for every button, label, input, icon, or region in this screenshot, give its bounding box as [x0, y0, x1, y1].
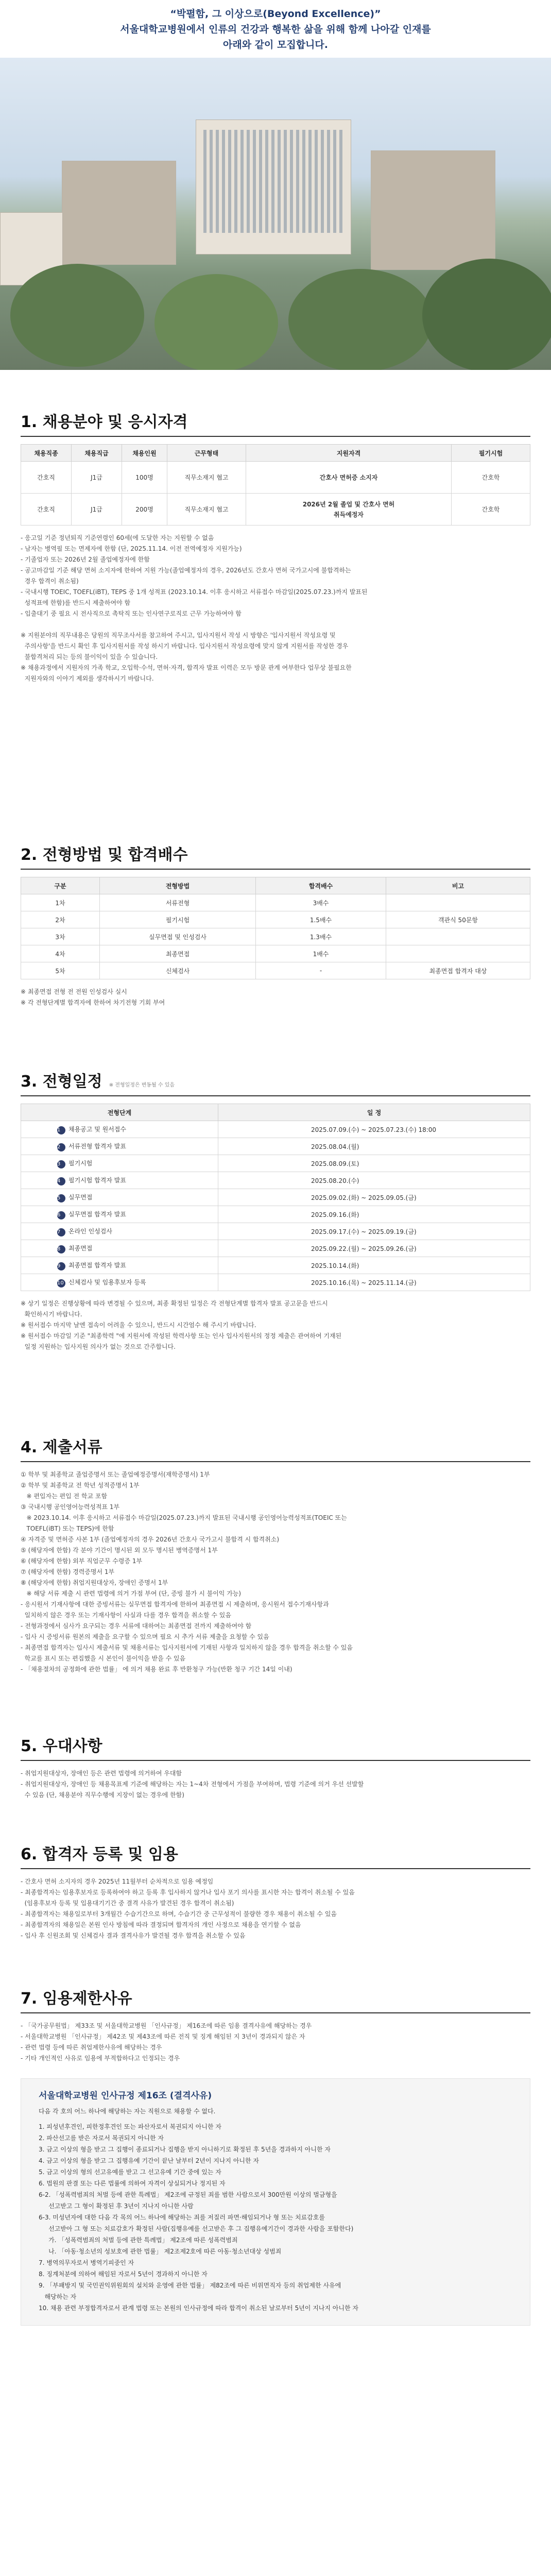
section-title: 7. 임용제한사유	[21, 1990, 132, 2008]
disqualification-item: 6-2. 「성폭력범죄의 처벌 등에 관한 특례법」 제2조에 규정된 죄를 범한 사람으로서 300만원 이상의 벌금형을	[39, 2191, 337, 2198]
note-line: ⑦ (해당자에 한함) 경력증명서 1부	[21, 1568, 115, 1575]
note-line: - 최종합격자의 채용일은 본원 인사 방침에 따라 결정되며 합격자의 개인 사정으로 채용을 연기할 수 없음	[21, 1921, 301, 1928]
col-header: 비고	[386, 877, 530, 894]
table-row	[21, 1121, 530, 1138]
step-number: 10	[57, 1279, 65, 1287]
col-header: 합격배수	[256, 877, 386, 894]
date-cell: 2025.08.04.(월)	[218, 1138, 530, 1155]
schedule-table	[21, 1104, 530, 1291]
note-line: 확인하시기 바랍니다.	[21, 1311, 82, 1318]
note-line: - 최종합격자는 채용일로부터 3개월간 수습기간으로 하며, 수습기간 중 근무성적이 불량한 경우 채용이 취소될 수 있음	[21, 1910, 337, 1918]
note-line: - 「국가공무원법」 제33조 및 서울대학교병원 「인사규정」 제16조에 따른 임용 결격사유에 해당하는 경우	[21, 2022, 312, 2029]
cell: 간호직	[21, 462, 72, 494]
stage-label: 필기시험 합격자 발표	[68, 1176, 126, 1184]
note-line: ⑥ (해당자에 한함) 외부 직업군무 수령증 1부	[21, 1557, 143, 1565]
table-row	[21, 1274, 530, 1291]
note-line: 경우 합격이 취소됨)	[21, 578, 79, 585]
cell: 간호학	[452, 462, 530, 494]
cell: 최종면접 합격자 대상	[386, 962, 530, 979]
trees-center	[154, 274, 278, 370]
stage-label: 채용공고 및 원서접수	[68, 1125, 126, 1133]
note-line: - 「채용절차의 공정화에 관한 법률」 에 의거 채용 완료 후 반환청구 가능(반환 청구 기간 14일 이내)	[21, 1666, 292, 1673]
cell: 200명	[122, 494, 167, 526]
note-line: ⑧ (해당자에 한함) 취업지원대상자, 장애인 증명서 1부	[21, 1579, 168, 1586]
disqualification-item: 9. 「부패방지 및 국민권익위원회의 설치와 운영에 관한 법률」 제82조에 따른 비위면직자 등의 취업제한 사유에	[39, 2282, 341, 2289]
note-line: - 간호사 면허 소지자의 경우 2025년 11월부터 순차적으로 임용 예정임	[21, 1878, 214, 1885]
section-rule	[21, 2012, 530, 2013]
selection-table	[21, 877, 530, 979]
cell: 최종면접	[100, 945, 256, 962]
hero-intro-2: 아래와 같이 모집합니다.	[223, 39, 328, 50]
disqualification-item: 가. 「성폭력범죄의 처벌 등에 관한 특례법」 제2조에 따른 성폭력범죄	[39, 2236, 238, 2244]
section-title: 5. 우대사항	[21, 1737, 102, 1755]
section-restrictions	[21, 1989, 530, 2326]
cell	[386, 894, 530, 911]
note-line: ※ 해당 서류 제출 시 관련 법령에 의거 가점 부여 (단, 증빙 불가 시 불이익 가능)	[21, 1590, 242, 1597]
note-line: - 취업지원대상자, 장애인 등은 관련 법령에 의거하여 우대함	[21, 1770, 182, 1777]
stage-label: 서류전형 합격자 발표	[68, 1142, 126, 1150]
date-cell: 2025.09.16.(화)	[218, 1206, 530, 1223]
stage-cell	[21, 1206, 218, 1223]
date-cell: 2025.10.14.(화)	[218, 1257, 530, 1274]
col-header: 필기시험	[452, 445, 530, 462]
table-row	[21, 962, 530, 979]
disqualification-box	[21, 2078, 530, 2326]
note-line: 학교를 표시 또는 편집했을 시 본인이 불이익을 받을 수 있음	[21, 1655, 186, 1662]
cell: 5차	[21, 962, 100, 979]
col-header: 전형단계	[21, 1104, 218, 1121]
disqualification-item: 선고받고 그 형이 확정된 후 3년이 지나지 아니한 사람	[39, 2202, 194, 2210]
eligibility-notes	[21, 533, 530, 684]
note-line: (임용후보자 등록 및 입용대기기간 중 결격 사유가 발견된 경우 합격이 취소됨)	[21, 1900, 234, 1907]
step-number: 7	[57, 1228, 65, 1236]
note-line: ※ 원서접수 마지막 날엔 접속이 어려울 수 있으니, 반드시 시간엄수 해 주시기 바랍니다.	[21, 1321, 256, 1329]
table-header-row	[21, 877, 530, 894]
cell	[386, 928, 530, 945]
cell: 간호학	[452, 494, 530, 526]
note-line: - 국내시행 TOEIC, TOEFL(iBT), TEPS 중 1개 성적표 (2023.10.14. 이후 응시하고 서류접수 마감일(2025.07.23.)까지 발표된	[21, 588, 368, 596]
section-rule	[21, 436, 530, 437]
table-row	[21, 1257, 530, 1274]
stage-cell	[21, 1172, 218, 1189]
section-selection	[21, 845, 530, 1008]
disqualification-item: 8. 징계처분에 의하여 해임된 자로서 5년이 경과하지 아니한 자	[39, 2270, 208, 2278]
table-header-row	[21, 1104, 530, 1121]
section-schedule	[21, 1072, 530, 1352]
stage-cell	[21, 1155, 218, 1172]
step-number: 9	[57, 1262, 65, 1270]
section-documents	[21, 1437, 530, 1675]
note-line: - 응시원서 기재사항에 대한 증빙서류는 실무면접 합격자에 한하여 최종면접 시 제출하며, 응시원서 접수기재사항과	[21, 1601, 329, 1608]
col-header: 채용직급	[72, 445, 122, 462]
stage-label: 온라인 인성검사	[68, 1227, 112, 1235]
note-line: - 응고일 기준 정년퇴직 기준연령인 60세(에 도달한 자는 지원할 수 없음	[21, 534, 214, 541]
section-registration	[21, 1844, 530, 1941]
stage-label: 최종면접	[68, 1244, 93, 1252]
note-line: ⑤ (해당자에 한함) 각 분야 기간이 명시된 외 모두 명시된 병역증명서 1부	[21, 1547, 218, 1554]
table-row	[21, 911, 530, 928]
table-row	[21, 494, 530, 526]
table-row	[21, 1138, 530, 1155]
section-rule	[21, 1095, 530, 1096]
cell: 1차	[21, 894, 100, 911]
step-number: 5	[57, 1194, 65, 1202]
note-line: - 전형과정에서 심사가 요구되는 경우 서류에 대하여는 최종면접 전까지 제출하여야 함	[21, 1622, 252, 1630]
cell: J1급	[72, 462, 122, 494]
section-title: 1. 채용분야 및 응시자격	[21, 413, 188, 431]
step-number: 6	[57, 1211, 65, 1219]
table-row	[21, 1172, 530, 1189]
registration-notes	[21, 1876, 530, 1941]
stage-cell	[21, 1189, 218, 1206]
disqualification-item: 6-3. 미성년자에 대한 다음 각 목의 어느 하나에 해당하는 죄를 저질러 파면·해임되거나 형 또는 치료감호를	[39, 2214, 325, 2221]
note-line: ④ 자격증 및 면허증 사본 1부 (졸업예정자의 경우 2026년 간호사 국가고시 불합격 시 합격취소)	[21, 1536, 280, 1543]
box-items	[39, 2121, 512, 2314]
col-header: 근무형태	[167, 445, 246, 462]
note-line: 수 있음 (단, 채용분야 직무수행에 지장이 없는 경우에 한함)	[21, 1791, 184, 1799]
stage-cell	[21, 1240, 218, 1257]
note-line: - 최종면접 합격자는 입사시 제출서류 및 채용서류는 입사지원서에 기재된 사항과 일치하지 않을 경우 합격을 취소할 수 있음	[21, 1644, 353, 1651]
cell: 간호사 면허증 소지자	[246, 462, 452, 494]
section-rule	[21, 869, 530, 870]
cell: 간호직	[21, 494, 72, 526]
documents-notes	[21, 1469, 530, 1675]
cell: 직무소재지 협고	[167, 462, 246, 494]
east-building	[371, 150, 495, 270]
date-cell: 2025.08.09.(토)	[218, 1155, 530, 1172]
note-line: - 최종합격자는 임용후보자로 등록하여야 하고 등록 후 입사하지 않거나 입사 포기 의사를 표시한 자는 합격이 취소될 수 있음	[21, 1889, 355, 1896]
section-title: 6. 합격자 등록 및 임용	[21, 1845, 178, 1863]
disqualification-item: 5. 금고 이상의 형의 선고유예를 받고 그 선고유예 기간 중에 있는 자	[39, 2168, 221, 2176]
note-line: - 기졸업자 또는 2026년 2월 졸업예정자에 한함	[21, 556, 150, 563]
note-line: - 입사 시 증빙서류 원본의 제출을 요구할 수 있으며 필요 시 추가 서류 제출을 요청할 수 있음	[21, 1633, 269, 1640]
schedule-notes	[21, 1298, 530, 1352]
note-line: - 남자는 병역필 또는 면제자에 한함 (단, 2025.11.14. 이전 전역예정자 지원가능)	[21, 545, 242, 552]
section-preference	[21, 1736, 530, 1801]
note-line: - 입출대기 중 필요 시 전사직으로 촉탁직 또는 인사연구로직로 근무 가능하여야 함	[21, 610, 242, 617]
date-cell: 2025.09.22.(월) ~ 2025.09.26.(금)	[218, 1240, 530, 1257]
disqualification-item: 해당하는 자	[39, 2293, 77, 2300]
disqualification-item: 선고받아 그 형 또는 치료감호가 확정된 사람(집행유예를 선고받은 후 그 집행유예기간이 경과한 사람을 포함한다)	[39, 2225, 354, 2232]
section-title: 2. 전형방법 및 합격배수	[21, 846, 188, 864]
trees-center-right	[288, 269, 433, 370]
stage-cell	[21, 1274, 218, 1291]
note-line: 지원자와의 이야기 제외를 생각하시기 바랍니다.	[21, 675, 154, 682]
cell: J1급	[72, 494, 122, 526]
col-header: 지원자격	[246, 445, 452, 462]
cell: 100명	[122, 462, 167, 494]
note-line: ※ 원서접수 마감일 기준 "최종학력 "에 지원서에 작성된 학력사항 또는 인사 입사지원서의 정정 제출은 관여하여 기재된	[21, 1332, 342, 1340]
note-line	[21, 619, 530, 630]
col-header: 구분	[21, 877, 100, 894]
trees-left	[10, 264, 144, 367]
section-eligibility	[21, 412, 530, 684]
section-rule	[21, 1461, 530, 1462]
note-line: - 취업지원대상자, 장애인 등 채용목표제 기준에 해당하는 자는 1~4차 전형에서 가점을 부여하며, 법령 기준에 의거 우선 선발할	[21, 1781, 364, 1788]
cell: 3차	[21, 928, 100, 945]
step-number: 3	[57, 1160, 65, 1168]
table-row	[21, 1206, 530, 1223]
col-header: 채용직종	[21, 445, 72, 462]
schedule-subtitle: ※ 전형일정은 변동될 수 있음	[109, 1082, 175, 1088]
table-row	[21, 1223, 530, 1240]
disqualification-item: 1. 피성년후견인, 피한정후견인 또는 파산자로서 복권되지 아니한 자	[39, 2123, 221, 2130]
cell: 서류전형	[100, 894, 256, 911]
note-line: - 공고마감일 기준 해당 면허 소지자에 한하여 지원 가능(졸업예정자의 경우, 2026년도 간호사 면허 국가고시에 불합격하는	[21, 567, 351, 574]
stage-cell	[21, 1121, 218, 1138]
cell: 1.5배수	[256, 911, 386, 928]
note-line: 주의사항'을 반드시 확인 후 입사지원서를 작성 하시기 바랍니다. 입사지원서 작성요령에 맞지 않게 지원서를 작성한 경우	[21, 642, 349, 650]
disqualification-item: 10. 채용 관련 부정합격자로서 관계 법령 또는 본원의 인사규정에 따라 합격이 취소된 날로부터 5년이 지나지 아니한 자	[39, 2304, 358, 2312]
date-cell: 2025.09.17.(수) ~ 2025.09.19.(금)	[218, 1223, 530, 1240]
table-header-row	[21, 445, 530, 462]
disqualification-item: 4. 금고 이상의 형을 받고 그 집행유예 기간이 끝난 날부터 2년이 지나지 아니한 자	[39, 2157, 260, 2164]
note-line: TOEFL(iBT) 또는 TEPS)에 한함	[21, 1525, 114, 1532]
note-line: ※ 상기 일정은 진행상황에 따라 변경될 수 있으며, 최종 확정된 일정은 각 전형단계별 합격자 발표 공고문을 반드시	[21, 1300, 328, 1307]
table-row	[21, 945, 530, 962]
note-line: 일치하지 않은 경우 또는 기재사항이 사실과 다를 경우 합격을 취소할 수 있음	[21, 1612, 231, 1619]
stage-cell	[21, 1138, 218, 1155]
disqualification-item: 3. 금고 이상의 형을 받고 그 집행이 종료되거나 집행을 받지 아니하기로 확정된 후 5년을 경과하지 아니한 자	[39, 2146, 331, 2153]
box-title: 서울대학교병원 인사규정 제16조 (결격사유)	[39, 2091, 212, 2101]
hospital-photo	[0, 58, 551, 370]
stage-label: 실무면접 합격자 발표	[68, 1210, 126, 1218]
disqualification-item: 7. 병역의무자로서 병역기피중인 자	[39, 2259, 134, 2266]
stage-label: 필기시험	[68, 1159, 93, 1167]
note-line: 불합격처리 되는 등의 불이익이 있을 수 있습니다.	[21, 653, 158, 660]
preference-notes	[21, 1768, 530, 1801]
date-cell: 2025.07.09.(수) ~ 2025.07.23.(수) 18:00	[218, 1121, 530, 1138]
note-line: - 입사 후 신원조회 및 신체검사 결과 결격사유가 발견될 경우 합격을 취소할 수 있음	[21, 1932, 246, 1939]
col-header: 채용인원	[122, 445, 167, 462]
cell: 1배수	[256, 945, 386, 962]
hero-intro: 서울대학교병원에서 인류의 건강과 행복한 삶을 위해 함께 나아갈 인재를	[120, 24, 431, 35]
note-line: ※ 최종면접 전형 전 전원 인성검사 실시	[21, 988, 127, 995]
step-number: 1	[57, 1126, 65, 1134]
selection-notes	[21, 987, 530, 1008]
col-header: 일 정	[218, 1104, 530, 1121]
disqualification-item: 6. 법원의 판결 또는 다른 법률에 의하여 자격이 상실되거나 정지된 자	[39, 2180, 226, 2187]
restriction-notes	[21, 2021, 530, 2064]
stage-label: 최종면접 합격자 발표	[68, 1261, 126, 1269]
box-intro: 다음 각 호의 어느 하나에 해당하는 자는 직원으로 채용할 수 없다.	[39, 2108, 216, 2115]
note-line: 성적표에 한함)를 반드시 제출하여야 함	[21, 599, 131, 606]
date-cell: 2025.10.16.(목) ~ 2025.11.14.(금)	[218, 1274, 530, 1291]
disqualification-item: 나. 「아동·청소년의 성보호에 관한 법률」 제2조제2호에 따른 아동·청소년대상 성범죄	[39, 2248, 282, 2255]
table-row	[21, 1240, 530, 1257]
hero-banner	[0, 0, 551, 371]
stage-cell	[21, 1223, 218, 1240]
note-line: ※ 각 전형단계별 합격자에 한하여 차기전형 기회 부여	[21, 999, 165, 1006]
cell: 신체검사	[100, 962, 256, 979]
cell: 4차	[21, 945, 100, 962]
stage-cell	[21, 1257, 218, 1274]
disqualification-item: 2. 파산선고를 받은 자로서 복권되지 아니한 자	[39, 2134, 164, 2142]
note-line: 일정 지원하는 입사지원 의사가 없는 것으로 간주합니다.	[21, 1343, 176, 1350]
note-line: - 관련 법령 등에 따른 취업제한사유에 해당하는 경우	[21, 2044, 162, 2051]
table-row	[21, 1189, 530, 1206]
note-line: - 서울대학교병원 「인사규정」 제42조 및 제43조에 따른 전직 및 징계 해임된 지 3년이 경과되지 않은 자	[21, 2033, 305, 2040]
west-building	[62, 161, 176, 265]
cell: 2026년 2월 졸업 및 간호사 면허 취득예정자	[246, 494, 452, 526]
section-rule	[21, 1868, 530, 1869]
cell: 직무소재지 협고	[167, 494, 246, 526]
section-title: 3. 전형일정	[21, 1073, 102, 1091]
cell: 2차	[21, 911, 100, 928]
hero-text	[0, 6, 551, 53]
cell	[386, 945, 530, 962]
col-header: 전형방법	[100, 877, 256, 894]
note-line: ※ 지원분야의 직무내용은 당원의 직무조사서를 참고하여 주시고, 입사지원서 작성 시 방향은 '입사지원서 작성요령 및	[21, 632, 336, 639]
building-windows	[203, 130, 342, 233]
stage-label: 실무면접	[68, 1193, 93, 1201]
table-row	[21, 1155, 530, 1172]
note-line: ※ 편입자는 편입 전 학교 포함	[21, 1493, 108, 1500]
cell: 실무면접 및 인성검사	[100, 928, 256, 945]
eligibility-table	[21, 444, 530, 526]
note-line: ① 학부 및 최종학교 졸업증명서 또는 졸업예정증명서(재학증명서) 1부	[21, 1471, 210, 1478]
cell: 필기시험	[100, 911, 256, 928]
section-rule	[21, 1760, 530, 1761]
table-row	[21, 928, 530, 945]
step-number: 4	[57, 1177, 65, 1185]
date-cell: 2025.08.20.(수)	[218, 1172, 530, 1189]
section-title: 4. 제출서류	[21, 1438, 102, 1456]
note-line: - 기타 개인적인 사유로 임용에 부적합하다고 인정되는 경우	[21, 2055, 180, 2062]
stage-label: 신체검사 및 임용후보자 등록	[68, 1278, 146, 1286]
step-number: 8	[57, 1245, 65, 1253]
cell: -	[256, 962, 386, 979]
table-row	[21, 462, 530, 494]
cell: 1.3배수	[256, 928, 386, 945]
hero-slogan: “박펼함, 그 이상으로(Beyond Excellence)”	[170, 8, 381, 20]
step-number: 2	[57, 1143, 65, 1151]
note-line: ※ 채용과정에서 지원자의 가족 학교, 오입학·수석, 면허·자격, 합격자 발표 이력은 모두 방문 관계 여부한다 업무상 불필요한	[21, 664, 352, 671]
note-line: ② 학부 및 최종학교 전 학년 성적증명서 1부	[21, 1482, 140, 1489]
cell: 3배수	[256, 894, 386, 911]
table-row	[21, 894, 530, 911]
note-line: ③ 국내시행 공인영어능력성적표 1부	[21, 1503, 120, 1511]
date-cell: 2025.09.02.(화) ~ 2025.09.05.(금)	[218, 1189, 530, 1206]
note-line: ※ 2023.10.14. 이후 응시하고 서류접수 마감일(2025.07.23.)까지 발표된 국내시행 공인영어능력성적표(TOEIC 또는	[21, 1514, 347, 1521]
trees-right	[422, 259, 551, 370]
cell: 객관식 50문항	[386, 911, 530, 928]
